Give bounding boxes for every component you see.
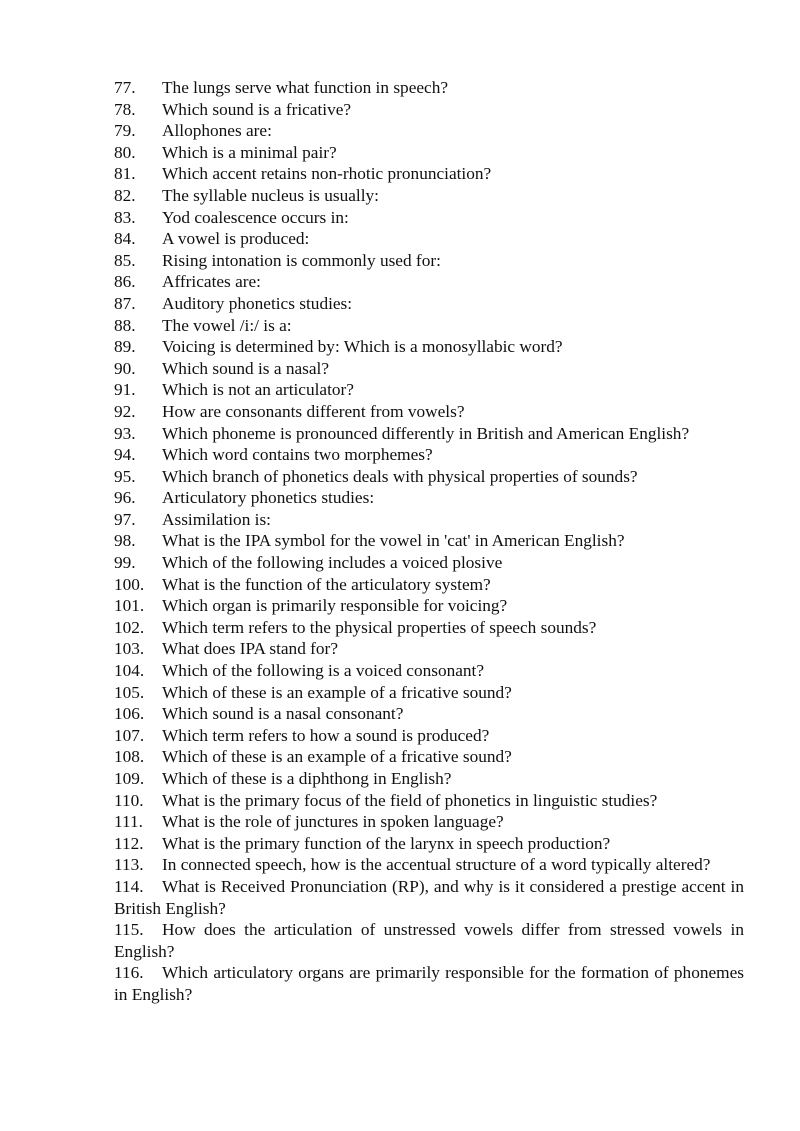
question-item (114, 509, 744, 531)
question-list-page (114, 77, 744, 1006)
question-number: 108. (114, 747, 145, 767)
question-number: 77. (114, 78, 136, 97)
question-number: 99. (114, 553, 136, 573)
question-item (114, 77, 744, 99)
question-number: 104. (114, 661, 145, 681)
question-text: The lungs serve what function in speech? (162, 78, 449, 97)
question-item (114, 120, 744, 142)
question-text: Which sound is a nasal consonant? (162, 704, 404, 724)
question-text: Which of these is an example of a fricative sound? (162, 747, 512, 767)
question-item (114, 444, 744, 466)
question-number: 103. (114, 639, 145, 659)
question-number: 95. (114, 466, 136, 486)
question-number: 94. (114, 445, 136, 465)
question-item (114, 833, 744, 855)
question-item (114, 315, 744, 337)
question-item (114, 725, 744, 747)
question-item (114, 595, 744, 617)
question-text: Which word contains two morphemes? (162, 445, 433, 465)
question-text: Which articulatory organs are primarily responsible for the formation of phonemes in English? (114, 963, 744, 1004)
question-item (114, 423, 744, 445)
question-item (114, 617, 744, 639)
question-item (114, 142, 744, 164)
question-number: 86. (114, 272, 136, 292)
question-number: 102. (114, 617, 145, 637)
question-item (114, 228, 744, 250)
question-number: 82. (114, 185, 136, 205)
question-item-wrapped (114, 962, 744, 1005)
question-item-wrapped (114, 919, 744, 962)
question-number: 113. (114, 855, 144, 875)
question-number: 116. (114, 963, 144, 983)
question-item (114, 250, 744, 272)
question-text: Which is a minimal pair? (162, 142, 337, 162)
question-number: 101. (114, 596, 145, 616)
question-number: 81. (114, 164, 136, 184)
question-text: What is the primary function of the larynx in speech production? (162, 833, 611, 853)
question-text: Which term refers to the physical properties of speech sounds? (162, 617, 597, 637)
question-number: 88. (114, 315, 136, 335)
question-text: Articulatory phonetics studies: (162, 488, 375, 508)
question-item (114, 768, 744, 790)
question-text: Allophones are: (162, 121, 272, 141)
question-item (114, 574, 744, 596)
question-item (114, 293, 744, 315)
question-number: 107. (114, 725, 145, 745)
question-text: Which phoneme is pronounced differently in British and American English? (162, 423, 690, 443)
question-number: 111. (114, 812, 143, 832)
question-number: 91. (114, 380, 136, 400)
question-number: 115. (114, 920, 144, 940)
question-text: Which sound is a fricative? (162, 99, 352, 119)
question-item (114, 401, 744, 423)
question-item-wrapped (114, 854, 744, 876)
question-item (114, 99, 744, 121)
question-number: 83. (114, 207, 136, 227)
question-number: 85. (114, 250, 136, 270)
question-number: 92. (114, 401, 136, 421)
question-number: 87. (114, 293, 136, 313)
question-text: How does the articulation of unstressed vowels differ from stressed vowels in English? (114, 920, 744, 961)
question-item (114, 682, 744, 704)
question-text: Rising intonation is commonly used for: (162, 250, 441, 270)
question-number: 112. (114, 833, 144, 853)
question-number: 114. (114, 876, 144, 896)
question-number: 106. (114, 704, 145, 724)
question-number: 80. (114, 142, 136, 162)
question-item-wrapped (114, 876, 744, 919)
question-text: Which term refers to how a sound is produced? (162, 725, 490, 745)
question-item (114, 790, 744, 812)
question-text: Which sound is a nasal? (162, 358, 330, 378)
question-text: What is the function of the articulatory system? (162, 574, 491, 594)
question-text: Assimilation is: (162, 509, 271, 529)
question-number: 84. (114, 229, 136, 249)
question-text: In connected speech, how is the accentual structure of a word typically altered? (162, 855, 711, 875)
question-item (114, 271, 744, 293)
question-text: Yod coalescence occurs in: (162, 207, 349, 227)
question-text: What does IPA stand for? (162, 639, 338, 659)
question-item (114, 638, 744, 660)
question-item (114, 466, 744, 488)
question-text: The vowel /i:/ is a: (162, 315, 292, 335)
question-item (114, 379, 744, 401)
question-item (114, 703, 744, 725)
question-text: How are consonants different from vowels? (162, 401, 465, 421)
question-number: 109. (114, 769, 145, 788)
question-number: 105. (114, 682, 145, 702)
question-number: 78. (114, 99, 136, 119)
question-text: Which of the following includes a voiced plosive (162, 553, 503, 573)
question-item (114, 487, 744, 509)
question-text: Which accent retains non-rhotic pronunciation? (162, 164, 492, 184)
question-text: A vowel is produced: (162, 229, 310, 249)
question-number: 79. (114, 121, 136, 141)
question-text: Which of these is an example of a fricative sound? (162, 682, 512, 702)
question-text: What is the role of junctures in spoken language? (162, 812, 504, 832)
question-number: 98. (114, 531, 136, 551)
question-text: What is Received Pronunciation (RP), and why is it considered a prestige accent in British English? (114, 876, 744, 918)
question-text: Which organ is primarily responsible for voicing? (162, 596, 508, 616)
question-text: Affricates are: (162, 272, 261, 292)
question-text: Which of these is a diphthong in English? (162, 769, 452, 788)
question-item (114, 660, 744, 682)
question-text: What is the IPA symbol for the vowel in 'cat' in American English? (162, 531, 625, 551)
question-number: 100. (114, 574, 145, 594)
question-text: Which of the following is a voiced consonant? (162, 661, 485, 681)
question-number: 110. (114, 790, 144, 810)
question-number: 90. (114, 358, 136, 378)
question-number: 93. (114, 423, 136, 443)
question-text: Auditory phonetics studies: (162, 293, 353, 313)
question-item (114, 530, 744, 552)
question-item (114, 163, 744, 185)
question-item (114, 185, 744, 207)
question-number: 96. (114, 488, 136, 508)
question-item (114, 207, 744, 229)
question-item (114, 746, 744, 768)
question-item (114, 811, 744, 833)
question-item (114, 358, 744, 380)
question-text: Voicing is determined by: Which is a monosyllabic word? (162, 337, 563, 357)
question-item (114, 552, 744, 574)
question-text: The syllable nucleus is usually: (162, 185, 379, 205)
question-item (114, 336, 744, 358)
question-text: Which is not an articulator? (162, 380, 354, 400)
question-text: What is the primary focus of the field of phonetics in linguistic studies? (162, 790, 658, 810)
question-number: 97. (114, 509, 136, 529)
question-text: Which branch of phonetics deals with physical properties of sounds? (162, 466, 638, 486)
question-number: 89. (114, 337, 136, 357)
